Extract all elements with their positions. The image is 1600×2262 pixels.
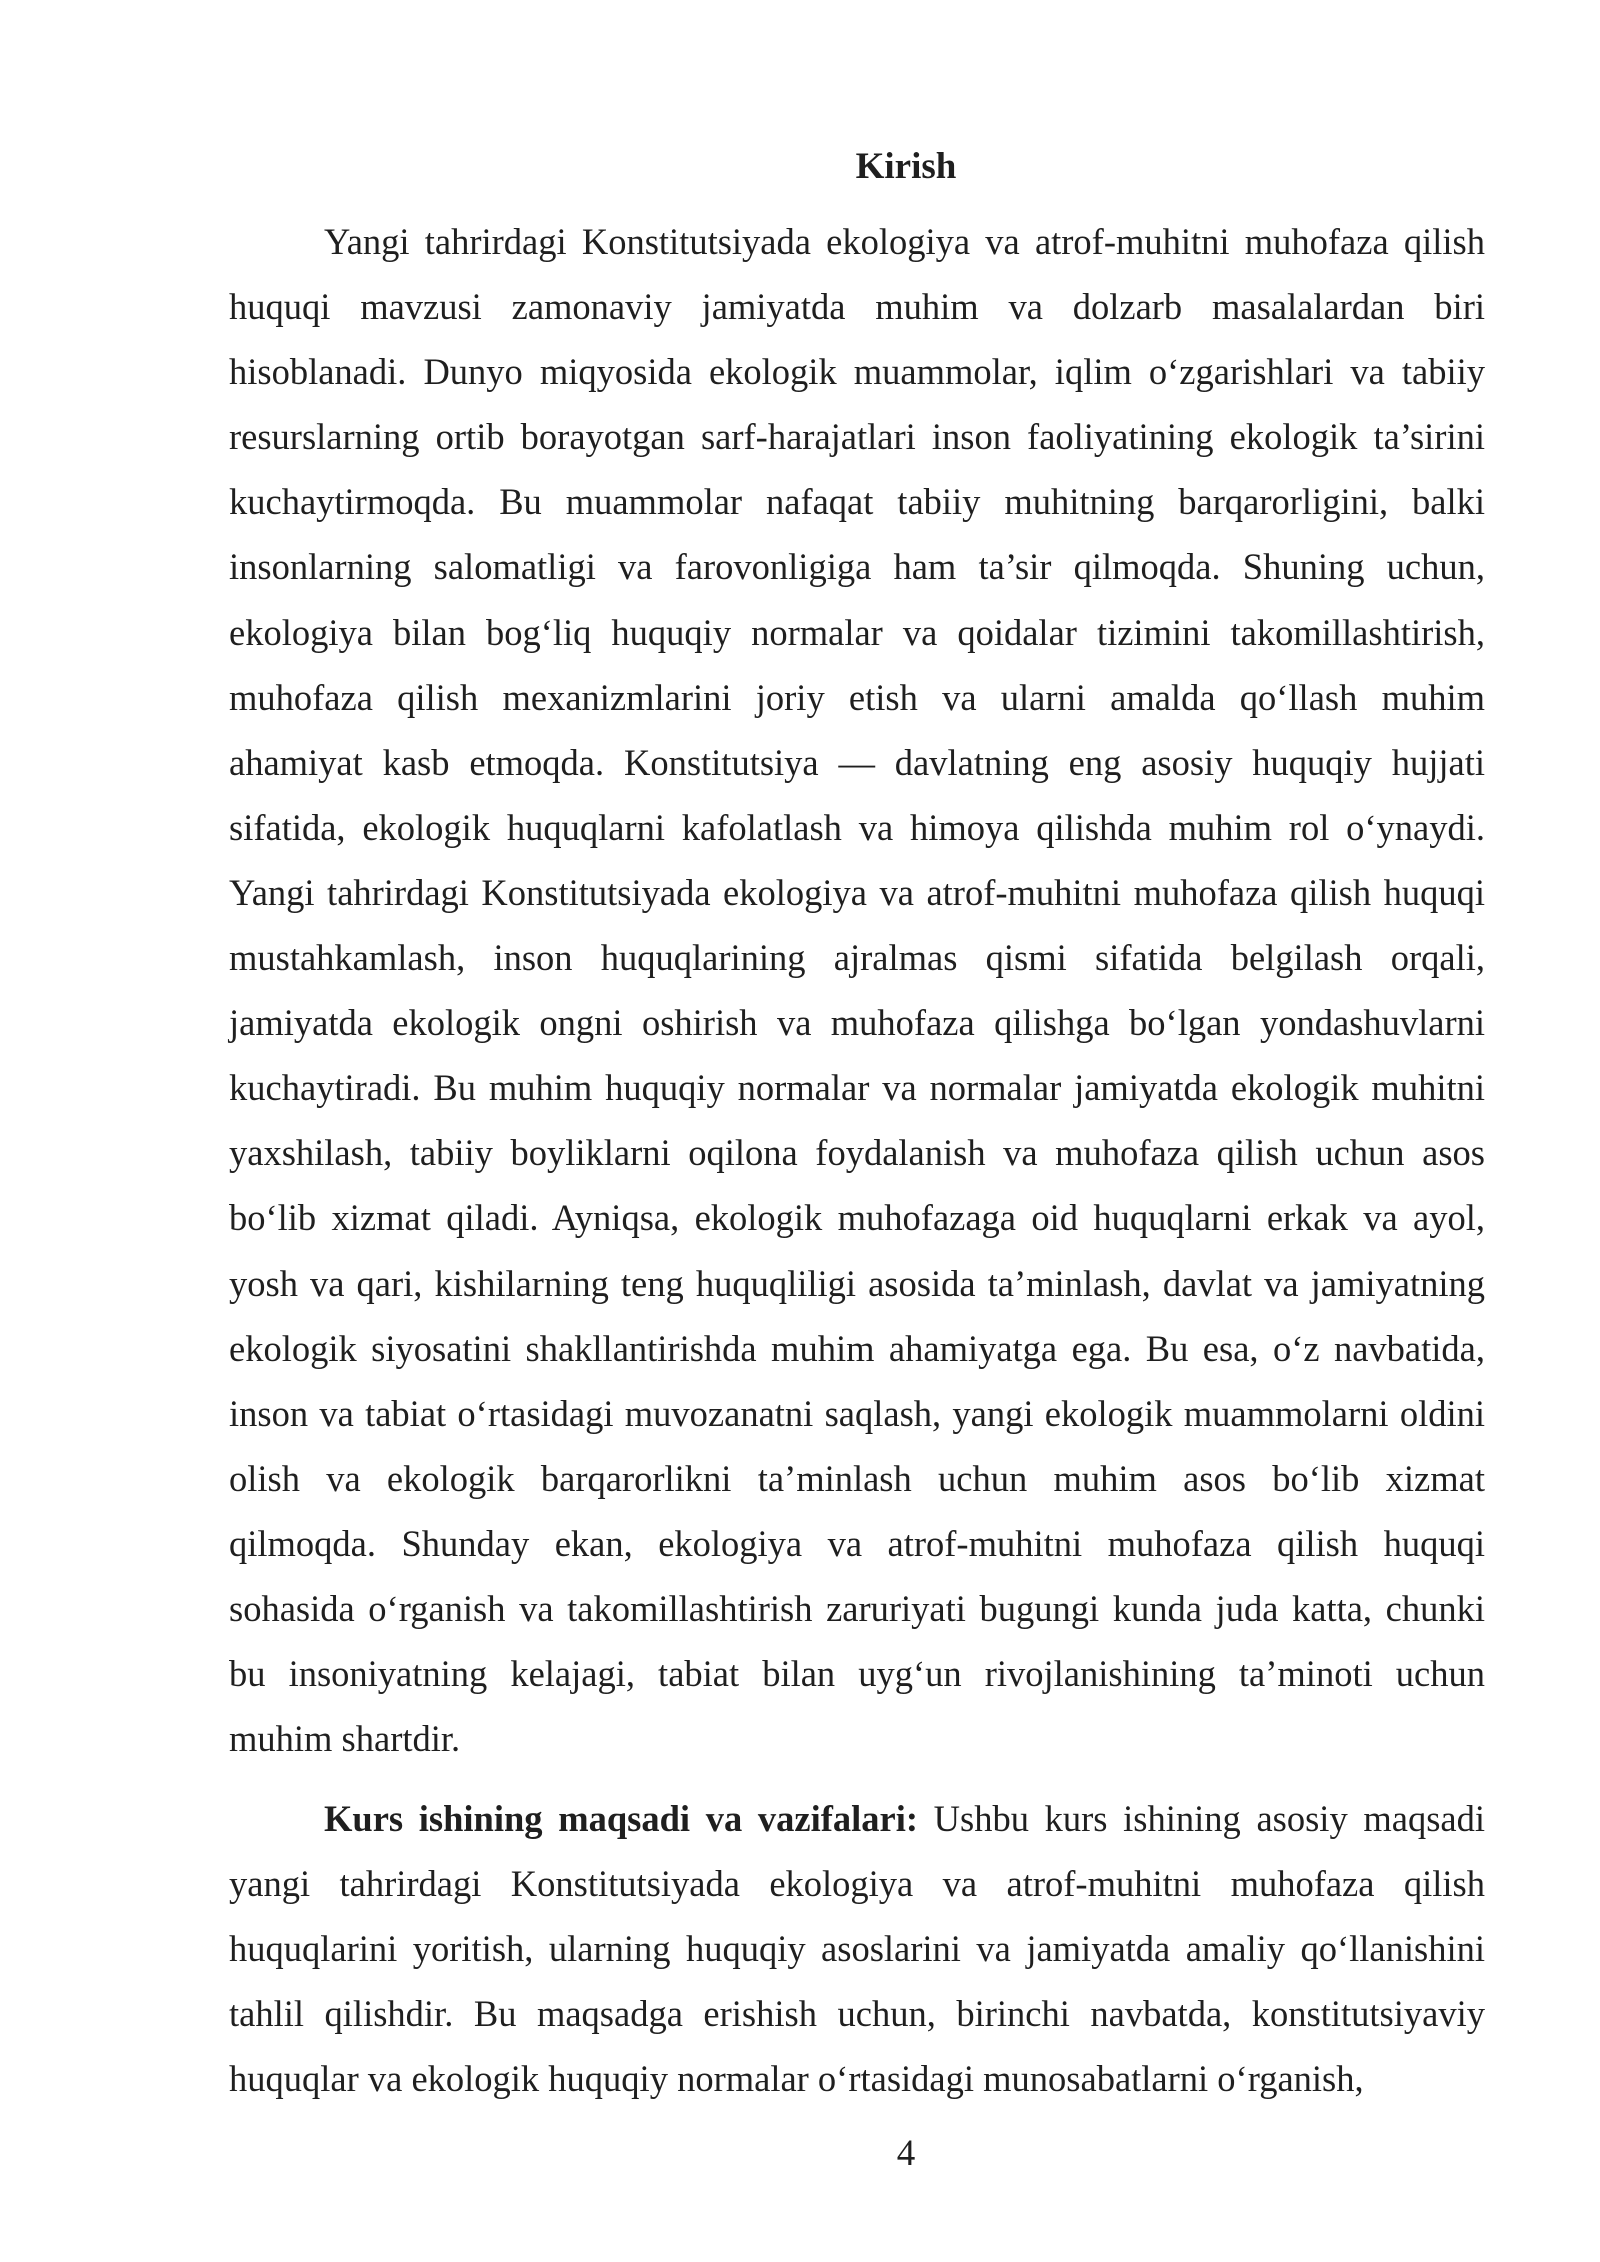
goals-paragraph-body: Ushbu kurs ishining asosiy maqsadi yangi tahrirdagi Konstitutsiyada ekologiya va atrof-muhitni muhofaza qilish huquqlarini yoritish, ularning huquqiy asoslarini va jamiyatda amaliy qo‘llanishini tahlil qilishdir. Bu maqsadga erishish uchun, birinchi navbatda, konstitutsiyaviy huquqlar va ekologik huquqiy normalar o‘rtasidagi munosabatlarni o‘rganish, [229, 1798, 1485, 2100]
page-title: Kirish [855, 146, 957, 187]
page-number: 4 [896, 2133, 916, 2174]
intro-paragraph: Yangi tahrirdagi Konstitutsiyada ekologiya va atrof-muhitni muhofaza qilish huquqi mavzusi zamonaviy jamiyatda muhim va dolzarb masalalardan biri hisoblanadi. Dunyo miqyosida ekologik muammolar, iqlim o‘zgarishlari va tabiiy resurslarning ortib borayotgan sarf-harajatlari inson faoliyatining ekologik ta’sirini kuchaytirmoqda. Bu muammolar nafaqat tabiiy muhitning barqarorligini, balki insonlarning salomatligi va farovonligiga ham ta’sir qilmoqda. Shuning uchun, ekologiya bilan bog‘liq huquqiy normalar va qoidalar tizimini takomillashtirish, muhofaza qilish mexanizmlarini joriy etish va ularni amalda qo‘llash muhim ahamiyat kasb etmoqda. Konstitutsiya — davlatning eng asosiy huquqiy hujjati sifatida, ekologik huquqlarni kafolatlash va himoya qilishda muhim rol o‘ynaydi. Yangi tahrirdagi Konstitutsiyada ekologiya va atrof-muhitni muhofaza qilish huquqi mustahkamlash, inson huquqlarining ajralmas qismi sifatida belgilash orqali, jamiyatda ekologik ongni oshirish va muhofaza qilishga bo‘lgan yondashuvlarni kuchaytiradi. Bu muhim huquqiy normalar va normalar jamiyatda ekologik muhitni yaxshilash, tabiiy boyliklarni oqilona foydalanish va muhofaza qilish uchun asos bo‘lib xizmat qiladi. Ayniqsa, ekologik muhofazaga oid huquqlarni erkak va ayol, yosh va qari, kishilarning teng huquqliligi asosida ta’minlash, davlat va jamiyatning ekologik siyosatini shakllantirishda muhim ahamiyatga ega. Bu esa, o‘z navbatida, inson va tabiat o‘rtasidagi muvozanatni saqlash, yangi ekologik muammolarni oldini olish va ekologik barqarorlikni ta’minlash uchun muhim asos bo‘lib xizmat qilmoqda. Shunday ekan, ekologiya va atrof-muhitni muhofaza qilish huquqi sohasida o‘rganish va takomillashtirish zaruriyati bugungi kunda juda katta, chunki bu insoniyatning kelajagi, tabiat bilan uyg‘un rivojlanishining ta’minoti uchun muhim shartdir. [229, 221, 1485, 1760]
goals-paragraph [229, 1786, 1485, 2111]
goals-heading: Kurs ishining maqsadi va vazifalari: [324, 1798, 918, 1839]
